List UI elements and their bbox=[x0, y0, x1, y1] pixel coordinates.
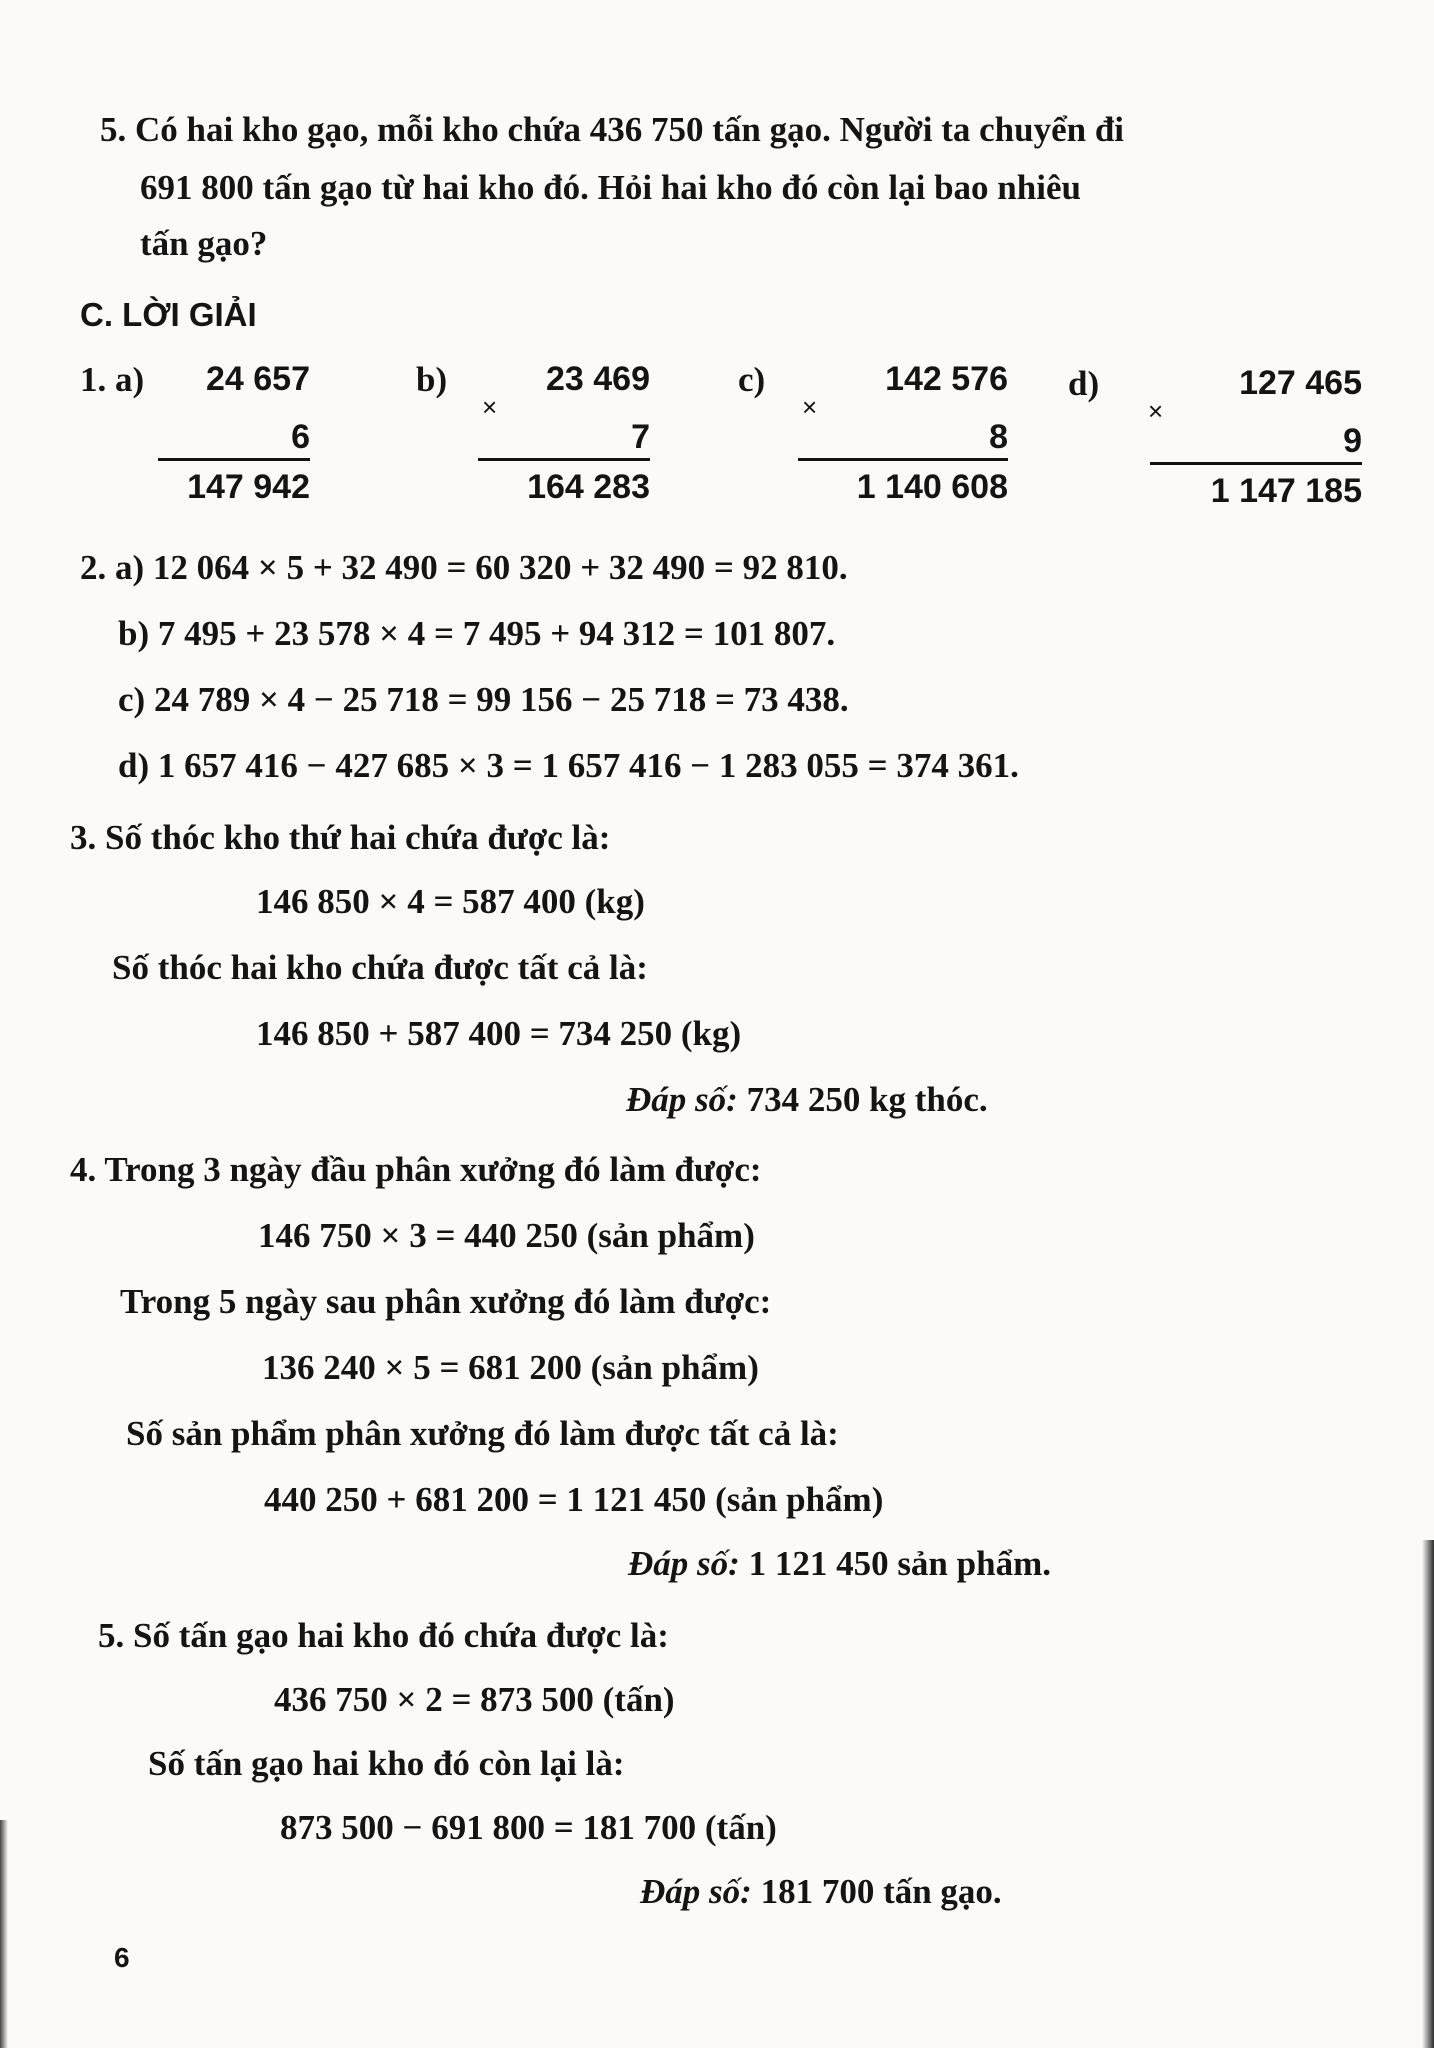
s1-b-mult: 7 bbox=[631, 418, 650, 456]
s5-answer bbox=[640, 1874, 1002, 1909]
s3-line1: 3. Số thóc kho thứ hai chứa được là: bbox=[70, 818, 611, 857]
s1-a-result: 147 942 bbox=[187, 468, 310, 506]
s1-d-times-sign: × bbox=[1148, 396, 1164, 426]
s5-line4: 873 500 − 691 800 = 181 700 (tấn) bbox=[280, 1808, 777, 1847]
s3-line2: 146 850 × 4 = 587 400 (kg) bbox=[256, 882, 645, 921]
section-heading: C. LỜI GIẢI bbox=[80, 296, 257, 333]
s5-line1: 5. Số tấn gạo hai kho đó chứa được là: bbox=[98, 1616, 669, 1655]
s4-line5: Số sản phẩm phân xưởng đó làm được tất cả là: bbox=[126, 1414, 839, 1453]
s1-label-b: b) bbox=[416, 360, 448, 399]
s1-b-top: 23 469 bbox=[546, 360, 650, 398]
s3-answer-label: Đáp số: bbox=[626, 1080, 738, 1119]
problem5-line2: 691 800 tấn gạo từ hai kho đó. Hỏi hai kho đó còn lại bao nhiêu bbox=[140, 168, 1081, 207]
s5-answer-label: Đáp số: bbox=[640, 1872, 752, 1911]
s1-d-result: 1 147 185 bbox=[1210, 472, 1362, 510]
s1-a-top: 24 657 bbox=[206, 360, 310, 398]
s4-answer-value: 1 121 450 sản phẩm. bbox=[748, 1544, 1051, 1583]
s1-label-d: d) bbox=[1068, 364, 1100, 403]
s1-d-top: 127 465 bbox=[1239, 364, 1362, 402]
s2-b: b) 7 495 + 23 578 × 4 = 7 495 + 94 312 = 101 807. bbox=[118, 614, 836, 653]
problem5-line1: 5. Có hai kho gạo, mỗi kho chứa 436 750 tấn gạo. Người ta chuyển đi bbox=[100, 110, 1125, 149]
page-edge-shadow bbox=[1422, 1540, 1434, 2048]
s2-d: d) 1 657 416 − 427 685 × 3 = 1 657 416 − 1 283 055 = 374 361. bbox=[118, 746, 1019, 785]
s3-line3: Số thóc hai kho chứa được tất cả là: bbox=[112, 948, 648, 987]
s1-c-mult: 8 bbox=[989, 418, 1008, 456]
s1-c-rule bbox=[798, 458, 1008, 461]
s5-line2: 436 750 × 2 = 873 500 (tấn) bbox=[274, 1680, 675, 1719]
s1-c-top: 142 576 bbox=[885, 360, 1008, 398]
s1-d-mult: 9 bbox=[1343, 422, 1362, 460]
s4-answer bbox=[628, 1546, 1051, 1581]
s4-line4: 136 240 × 5 = 681 200 (sản phẩm) bbox=[262, 1348, 759, 1387]
s4-line3: Trong 5 ngày sau phân xưởng đó làm được: bbox=[120, 1282, 772, 1321]
s1-c-result: 1 140 608 bbox=[856, 468, 1008, 506]
s4-line2: 146 750 × 3 = 440 250 (sản phẩm) bbox=[258, 1216, 755, 1255]
s1-a-mult: 6 bbox=[291, 418, 310, 456]
s2-a: 2. a) 12 064 × 5 + 32 490 = 60 320 + 32 490 = 92 810. bbox=[80, 548, 848, 587]
left-edge-shadow bbox=[0, 1820, 8, 2048]
s1-d-rule bbox=[1150, 462, 1362, 465]
s1-label-c: c) bbox=[738, 360, 766, 399]
s5-line3: Số tấn gạo hai kho đó còn lại là: bbox=[148, 1744, 625, 1783]
s4-answer-label: Đáp số: bbox=[628, 1544, 740, 1583]
s2-c: c) 24 789 × 4 − 25 718 = 99 156 − 25 718 = 73 438. bbox=[118, 680, 849, 719]
problem5-line3: tấn gạo? bbox=[140, 224, 268, 263]
s1-b-times-sign: × bbox=[482, 392, 498, 422]
s1-b-result: 164 283 bbox=[527, 468, 650, 506]
s5-answer-value: 181 700 tấn gạo. bbox=[760, 1872, 1002, 1911]
s3-answer bbox=[626, 1082, 988, 1117]
s1-a-rule bbox=[158, 458, 310, 461]
s4-line1: 4. Trong 3 ngày đầu phân xưởng đó làm được: bbox=[70, 1150, 762, 1189]
s1-c-times-sign: × bbox=[802, 392, 818, 422]
s3-answer-value: 734 250 kg thóc. bbox=[746, 1080, 988, 1119]
s1-b-rule bbox=[478, 458, 650, 461]
page-number: 6 bbox=[114, 1942, 130, 1973]
s3-line4: 146 850 + 587 400 = 734 250 (kg) bbox=[256, 1014, 742, 1053]
s1-label-a: 1. a) bbox=[80, 360, 145, 399]
s4-line6: 440 250 + 681 200 = 1 121 450 (sản phẩm) bbox=[264, 1480, 884, 1519]
